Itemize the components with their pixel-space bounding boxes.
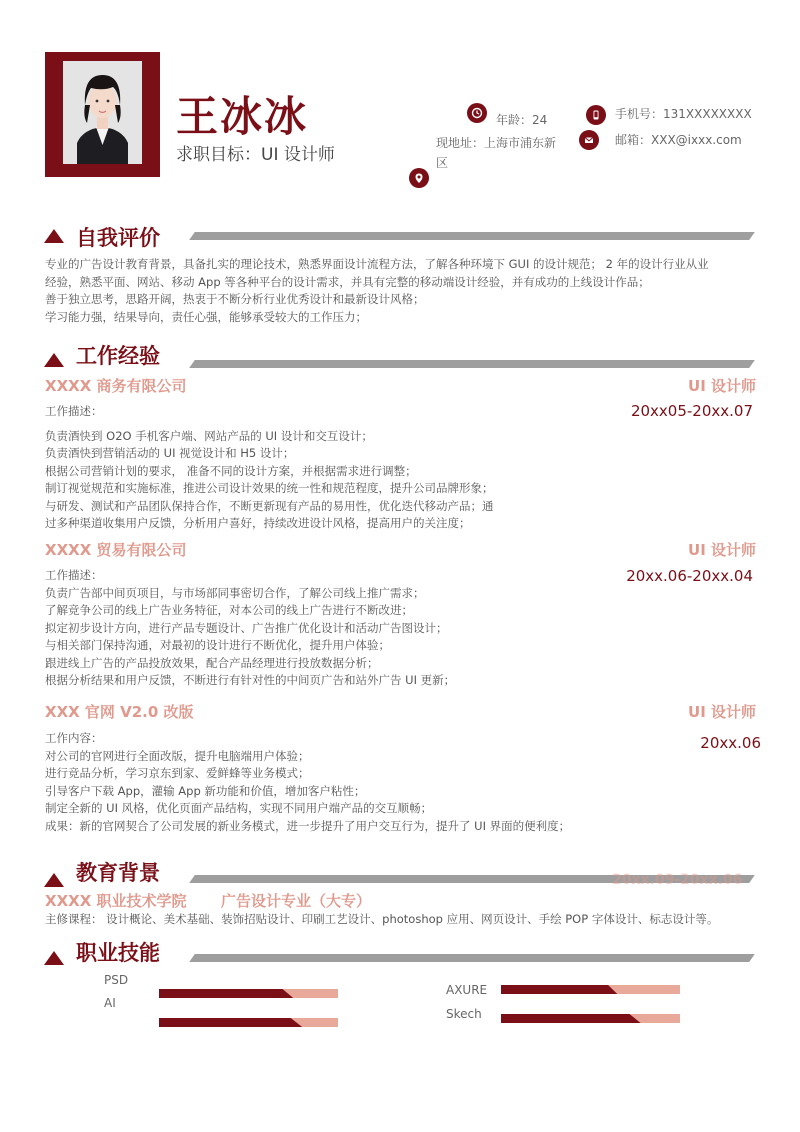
job-company: XXX 官网 V2.0 改版: [45, 703, 194, 721]
job-desc-line: 根据分析结果和用户反馈，不断进行有针对性的中间页广告和站外广告 UI 更新；: [45, 673, 456, 687]
self-eval-line: 专业的广告设计教育背景，具备扎实的理论技术，熟悉界面设计流程方法，了解各种环境下 GUI 的设计规范； 2 年的设计行业从业: [45, 257, 709, 271]
section-marker-icon: [44, 229, 64, 243]
section-marker-icon: [44, 873, 64, 887]
skill-name: Skech: [446, 1007, 482, 1021]
job-role: UI 设计师: [688, 703, 756, 721]
job-role: UI 设计师: [688, 541, 756, 559]
self-eval-line: 学习能力强，结果导向，责任心强，能够承受较大的工作压力；: [45, 309, 367, 324]
job-desc-label: 工作描述：: [45, 404, 103, 418]
education-period: 20xx.09-20xx.06: [612, 872, 743, 888]
address-text: 现地址：上海市浦东新区: [436, 136, 557, 170]
skill-bar: [501, 1014, 680, 1023]
job-desc-line: 了解竞争公司的线上广告业务特征，对本公司的线上广告进行不断改进；: [45, 603, 413, 617]
job-company: XXXX 贸易有限公司: [45, 541, 187, 559]
job-period: 20xx.06: [700, 734, 761, 752]
profile-photo: [63, 61, 142, 164]
job-desc-line: 成果：新的官网契合了公司发展的新业务模式，进一步提升了用户交互行为，提升了 UI 界面的便利度；: [45, 818, 571, 833]
job-period: 20xx.06-20xx.04: [626, 567, 753, 585]
phone-text: 手机号：131XXXXXXXX: [615, 107, 752, 121]
job-desc-label: 工作内容：: [45, 731, 103, 745]
skill-name: AXURE: [446, 983, 488, 997]
email-text: 邮箱：XXX@ixxx.com: [615, 133, 742, 147]
job-desc-line: 对公司的官网进行全面改版，提升电脑端用户体验；: [45, 748, 310, 763]
section-title-education: 教育背景: [76, 861, 160, 885]
skill-level-fill: [159, 989, 293, 998]
job-desc-line: 负责酒快到营销活动的 UI 视觉设计和 H5 设计；: [45, 446, 295, 460]
job-desc-line: 根据公司营销计划的要求， 准备不同的设计方案，并根据需求进行调整；: [45, 463, 417, 478]
education-school: XXXX 职业技术学院: [45, 892, 187, 910]
clock-icon: [467, 103, 487, 123]
job-company: XXXX 商务有限公司: [45, 377, 187, 395]
job-desc-line: 负责广告部中间页项目，与市场部同事密切合作，了解公司线上推广需求；: [45, 585, 425, 600]
job-desc-line: 与相关部门保持沟通，对最初的设计进行不断优化，提升用户体验；: [45, 638, 390, 652]
section-title-skills: 职业技能: [76, 941, 160, 965]
job-desc-label: 工作描述：: [45, 568, 103, 582]
job-desc-line: 与研发、测试和产品团队保持合作，不断更新现有产品的易用性，优化迭代移动产品；通: [45, 498, 494, 513]
section-divider: [189, 232, 755, 240]
section-divider: [189, 954, 755, 962]
section-title-self-eval: 自我评价: [76, 226, 160, 250]
job-period: 20xx05-20xx.07: [630, 402, 753, 420]
skill-bar: [159, 989, 338, 998]
skill-level-fill: [501, 985, 617, 994]
skill-name: AI: [104, 996, 116, 1010]
section-title-work: 工作经验: [76, 344, 160, 368]
skill-level-fill: [501, 1014, 641, 1023]
job-desc-line: 负责酒快到 O2O 手机客户端、网站产品的 UI 设计和交互设计；: [45, 428, 373, 443]
self-eval-line: 经验，熟悉平面、网站、移动 App 等各种平台的设计需求，并具有完整的移动端设计经验，并有成功的上线设计作品；: [45, 274, 650, 289]
job-description: [45, 730, 570, 835]
skill-name: PSD: [104, 973, 129, 987]
section-marker-icon: [44, 353, 64, 367]
job-desc-line: 过多种渠道收集用户反馈，分析用户喜好，持续改进设计风格，提高用户的关注度；: [45, 516, 471, 530]
self-eval-text: [45, 256, 709, 326]
job-desc-line: 拟定初步设计方向，进行产品专题设计、广告推广优化设计和活动广告图设计；: [45, 620, 448, 635]
section-divider: [189, 360, 755, 368]
skill-bar: [159, 1018, 338, 1027]
education-courses: 主修课程： 设计概论、美术基础、装饰招贴设计、印刷工艺设计、photoshop 应用、网页设计、手绘 POP 字体设计、标志设计等。: [45, 912, 719, 926]
skill-level-fill: [159, 1018, 302, 1027]
job-description: [45, 403, 494, 533]
phone-icon: [586, 105, 606, 125]
job-desc-line: 引导客户下载 App，灌输 App 新功能和价值，增加客户粘性；: [45, 783, 366, 798]
job-desc-line: 制定全新的 UI 风格，优化页面产品结构，实现不同用户端产品的交互顺畅；: [45, 801, 433, 815]
job-desc-line: 跟进线上广告的产品投放效果，配合产品经理进行投放数据分析；: [45, 655, 379, 670]
job-desc-line: 制订视觉规范和实施标准，推进公司设计效果的统一性和规范程度，提升公司品牌形象；: [45, 481, 494, 495]
job-role: UI 设计师: [688, 377, 756, 395]
job-objective: 求职目标：UI 设计师: [176, 145, 335, 165]
job-description: [45, 567, 455, 690]
candidate-name: 王冰冰: [176, 92, 309, 141]
section-marker-icon: [44, 951, 64, 965]
job-desc-line: 进行竞品分析，学习京东到家、爱鲜蜂等业务模式；: [45, 766, 310, 780]
education-major: 广告设计专业（大专）: [221, 892, 372, 910]
mail-icon: [579, 130, 599, 150]
location-icon: [409, 168, 429, 188]
skill-bar: [501, 985, 680, 994]
age-text: 年龄：24: [496, 113, 548, 127]
self-eval-line: 善于独立思考，思路开阔，热衷于不断分析行业优秀设计和最新设计风格；: [45, 292, 425, 306]
